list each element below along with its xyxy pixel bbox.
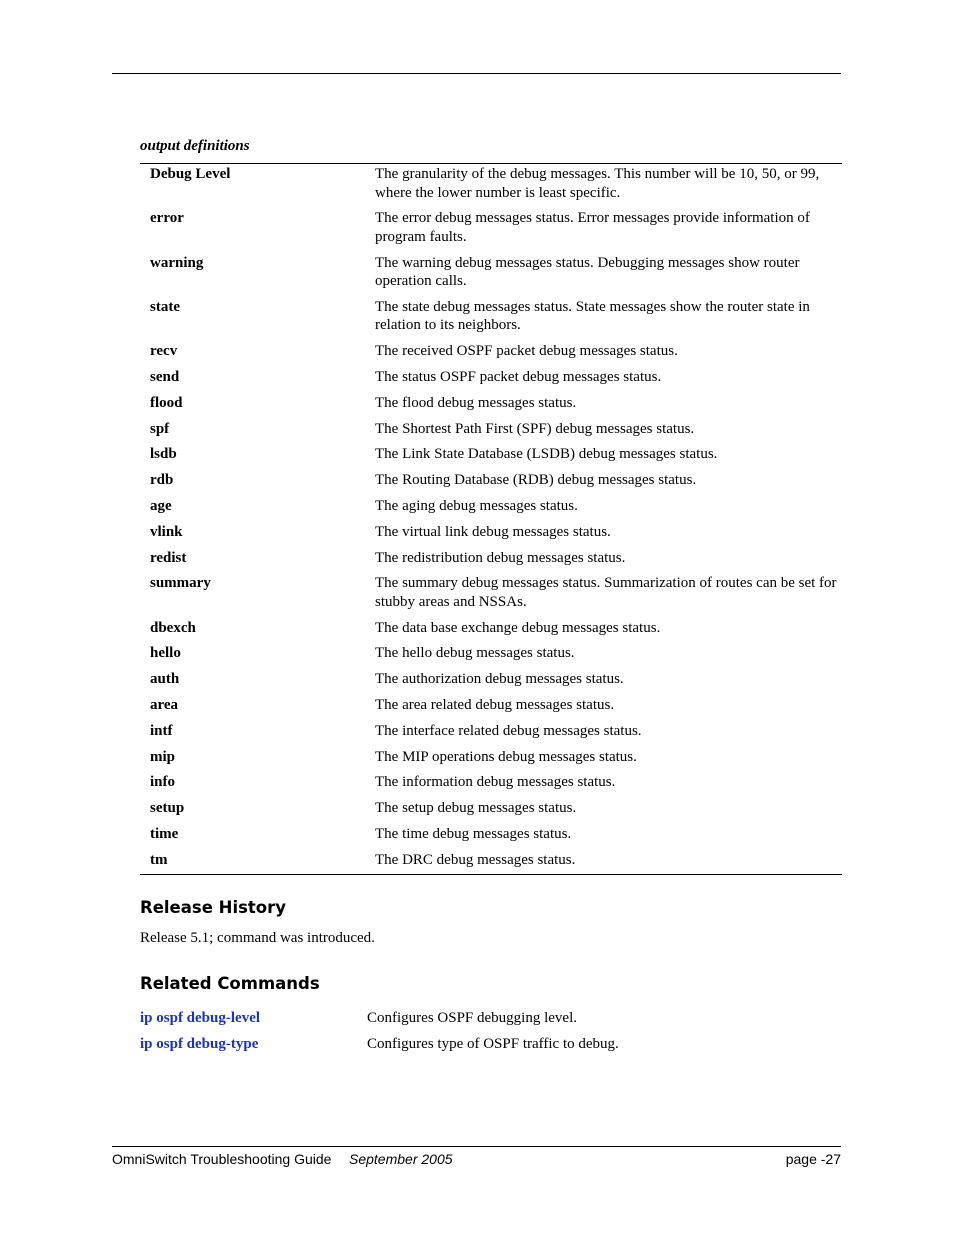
definition-term: warning	[150, 254, 204, 271]
footer-page-number: page -27	[785, 1151, 841, 1167]
definition-term: setup	[150, 800, 185, 817]
definition-term: hello	[150, 645, 181, 662]
definition-description: The information debug messages status.	[375, 774, 616, 791]
definition-term: vlink	[150, 523, 183, 540]
definition-term: time	[150, 826, 179, 843]
related-command-desc: Configures type of OSPF traffic to debug.	[367, 1036, 619, 1052]
release-history-heading: Release History	[140, 898, 287, 917]
definition-row	[140, 464, 842, 490]
definition-description: The error debug messages status. Error messages provide information of program faults.	[375, 210, 810, 245]
definition-term: dbexch	[150, 619, 196, 636]
release-history-text: Release 5.1; command was introduced.	[140, 930, 375, 946]
footer-rule	[112, 1146, 841, 1147]
definition-term: age	[150, 497, 172, 514]
definition-term: error	[150, 210, 184, 227]
definition-description: The virtual link debug messages status.	[375, 523, 611, 540]
definition-row	[140, 541, 842, 567]
definition-row	[140, 335, 842, 361]
definition-row	[140, 412, 842, 438]
definition-row	[140, 202, 842, 246]
definition-term: send	[150, 368, 180, 385]
definition-description: The summary debug messages status. Summarization of routes can be set for stubby areas and NSSAs.	[375, 575, 837, 610]
header-rule	[112, 73, 841, 74]
definition-term: tm	[150, 851, 168, 868]
definition-description: The state debug messages status. State messages show the router state in relation to its neighbors.	[375, 298, 810, 334]
definition-description: The DRC debug messages status.	[375, 851, 576, 868]
definition-description: The MIP operations debug messages status.	[375, 748, 637, 765]
definition-term: lsdb	[150, 446, 177, 463]
definition-description: The hello debug messages status.	[375, 645, 575, 662]
definition-row	[140, 844, 842, 870]
definition-row	[140, 792, 842, 818]
definition-description: The setup debug messages status.	[375, 800, 577, 817]
definition-description: The Shortest Path First (SPF) debug messages status.	[375, 420, 695, 437]
definition-description: The area related debug messages status.	[375, 697, 615, 714]
definition-description: The Routing Database (RDB) debug messages status.	[375, 472, 697, 489]
definition-row	[140, 715, 842, 741]
definition-term: mip	[150, 748, 176, 765]
definition-row	[140, 291, 842, 335]
definition-description: The aging debug messages status.	[375, 497, 578, 514]
definition-row	[140, 246, 842, 290]
related-command-desc: Configures OSPF debugging level.	[367, 1010, 577, 1026]
definition-row	[140, 637, 842, 663]
definition-row	[140, 515, 842, 541]
related-commands-heading: Related Commands	[140, 974, 320, 993]
definition-description: The data base exchange debug messages status.	[375, 619, 661, 636]
definition-row	[140, 740, 842, 766]
definition-row	[140, 689, 842, 715]
definition-description: The interface related debug messages status.	[375, 722, 642, 739]
related-command-link-debug-type[interactable]: ip ospf debug-type	[140, 1036, 259, 1052]
definition-term: summary	[150, 575, 211, 592]
definition-row	[140, 386, 842, 412]
definition-row	[140, 490, 842, 516]
definition-term: recv	[150, 343, 178, 360]
definition-term: rdb	[150, 472, 174, 489]
definition-description: The received OSPF packet debug messages status.	[375, 343, 678, 360]
definition-row	[140, 164, 842, 202]
related-command-row	[140, 1036, 842, 1053]
definition-term: intf	[150, 722, 173, 739]
definition-description: The Link State Database (LSDB) debug messages status.	[375, 446, 718, 463]
definition-row	[140, 766, 842, 792]
definition-description: The flood debug messages status.	[375, 394, 577, 411]
footer-date: September 2005	[349, 1151, 453, 1167]
definition-row	[140, 818, 842, 844]
definition-row	[140, 611, 842, 637]
definition-row	[140, 438, 842, 464]
definitions-table	[140, 163, 842, 875]
definition-description: The status OSPF packet debug messages status.	[375, 368, 662, 385]
definition-description: The authorization debug messages status.	[375, 671, 624, 688]
definition-term: area	[150, 697, 179, 714]
definition-description: The granularity of the debug messages. This number will be 10, 50, or 99, where the lower number is least specific.	[375, 166, 820, 201]
definition-term: spf	[150, 420, 170, 437]
definition-term: redist	[150, 549, 187, 566]
definition-row	[140, 663, 842, 689]
definition-term: Debug Level	[150, 166, 231, 182]
definition-term: flood	[150, 394, 183, 411]
definition-term: state	[150, 298, 180, 315]
definition-description: The time debug messages status.	[375, 826, 572, 843]
definition-row	[140, 567, 842, 611]
definition-description: The redistribution debug messages status.	[375, 549, 626, 566]
footer-guide-title: OmniSwitch Troubleshooting Guide	[112, 1151, 332, 1167]
table-caption: output definitions	[140, 138, 250, 154]
related-command-row	[140, 1010, 842, 1027]
definition-term: info	[150, 774, 176, 791]
definition-description: The warning debug messages status. Debugging messages show router operation calls.	[375, 254, 800, 290]
related-command-link-debug-level[interactable]: ip ospf debug-level	[140, 1010, 261, 1026]
definition-term: auth	[150, 671, 180, 688]
definition-row	[140, 361, 842, 387]
